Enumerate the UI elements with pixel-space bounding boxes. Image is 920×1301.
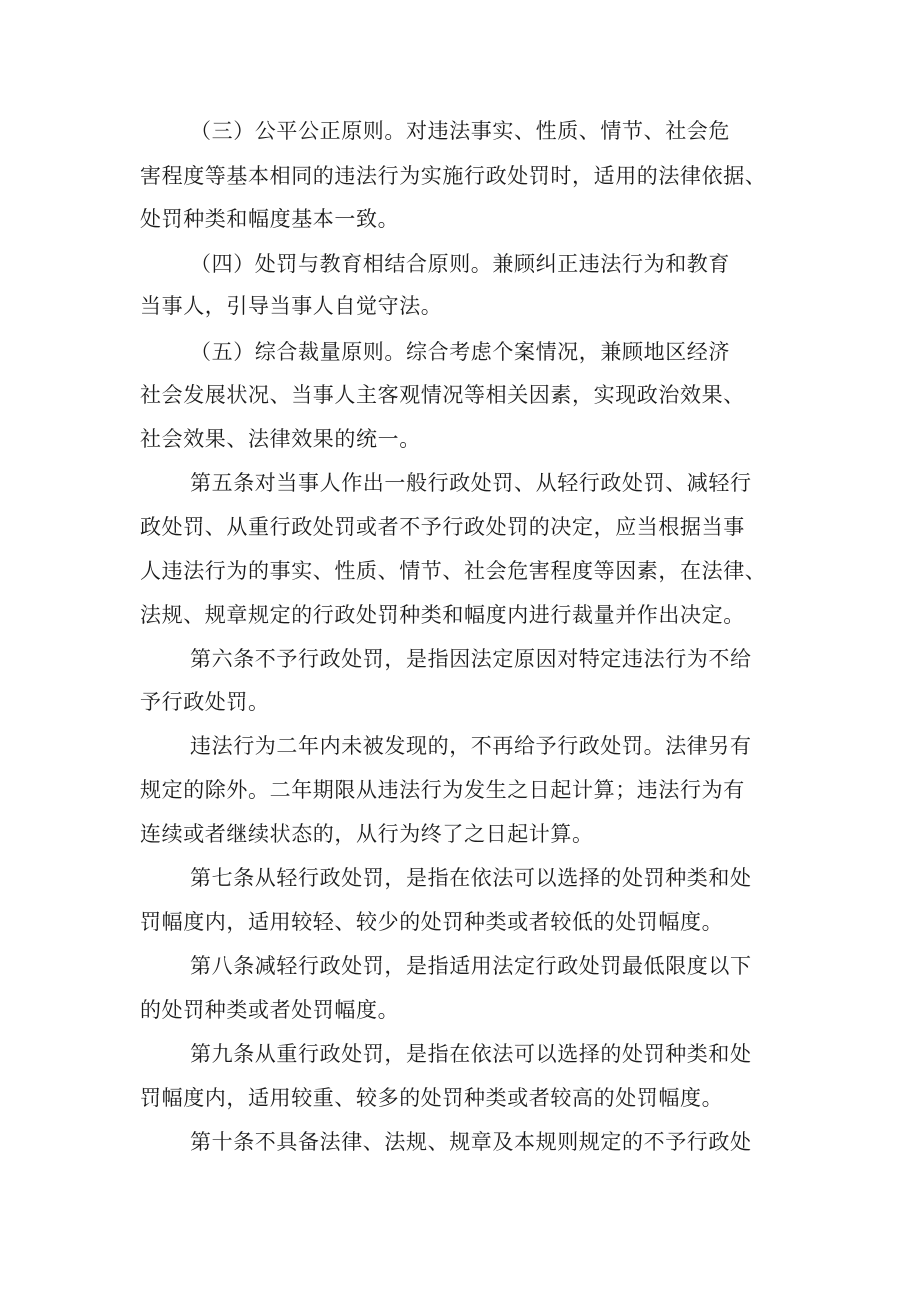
text-line: 罚幅度内，适用较轻、较少的处罚种类或者较低的处罚幅度。 <box>140 910 724 934</box>
text-line: 第九条从重行政处罚，是指在依法可以选择的处罚种类和处 <box>190 1042 752 1066</box>
text-line: 第五条对当事人作出一般行政处罚、从轻行政处罚、减轻行 <box>190 471 752 495</box>
text-line: 连续或者继续状态的，从行为终了之日起计算。 <box>140 822 594 846</box>
text-line: 人违法行为的事实、性质、情节、社会危害程度等因素，在法律、 <box>140 559 767 583</box>
text-line: （三）公平公正原则。对违法事实、性质、情节、社会危 <box>190 119 730 143</box>
text-line: 第七条从轻行政处罚，是指在依法可以选择的处罚种类和处 <box>190 866 752 890</box>
text-line: 第八条减轻行政处罚，是指适用法定行政处罚最低限度以下 <box>190 954 752 978</box>
text-line: 当事人，引导当事人自觉守法。 <box>140 294 443 318</box>
text-line: 社会效果、法律效果的统一。 <box>140 427 421 451</box>
text-line: 罚幅度内，适用较重、较多的处罚种类或者较高的处罚幅度。 <box>140 1086 724 1110</box>
text-line: 予行政处罚。 <box>140 690 270 714</box>
text-line: 违法行为二年内未被发现的，不再给予行政处罚。法律另有 <box>190 734 752 758</box>
text-line: 处罚种类和幅度基本一致。 <box>140 207 400 231</box>
text-line: 规定的除外。二年期限从违法行为发生之日起计算；违法行为有 <box>140 778 745 802</box>
text-line: 的处罚种类或者处罚幅度。 <box>140 998 400 1022</box>
text-line: （五）综合裁量原则。综合考虑个案情况，兼顾地区经济 <box>190 340 730 364</box>
text-line: 第六条不予行政处罚，是指因法定原因对特定违法行为不给 <box>190 647 752 671</box>
text-line: 法规、规章规定的行政处罚种类和幅度内进行裁量并作出决定。 <box>140 603 745 627</box>
text-line: 第十条不具备法律、法规、规章及本规则规定的不予行政处 <box>190 1130 752 1154</box>
text-line: 社会发展状况、当事人主客观情况等相关因素，实现政治效果、 <box>140 383 745 407</box>
text-line: （四）处罚与教育相结合原则。兼顾纠正违法行为和教育 <box>190 252 730 276</box>
text-line: 害程度等基本相同的违法行为实施行政处罚时，适用的法律依据、 <box>140 164 767 188</box>
text-line: 政处罚、从重行政处罚或者不予行政处罚的决定，应当根据当事 <box>140 515 745 539</box>
